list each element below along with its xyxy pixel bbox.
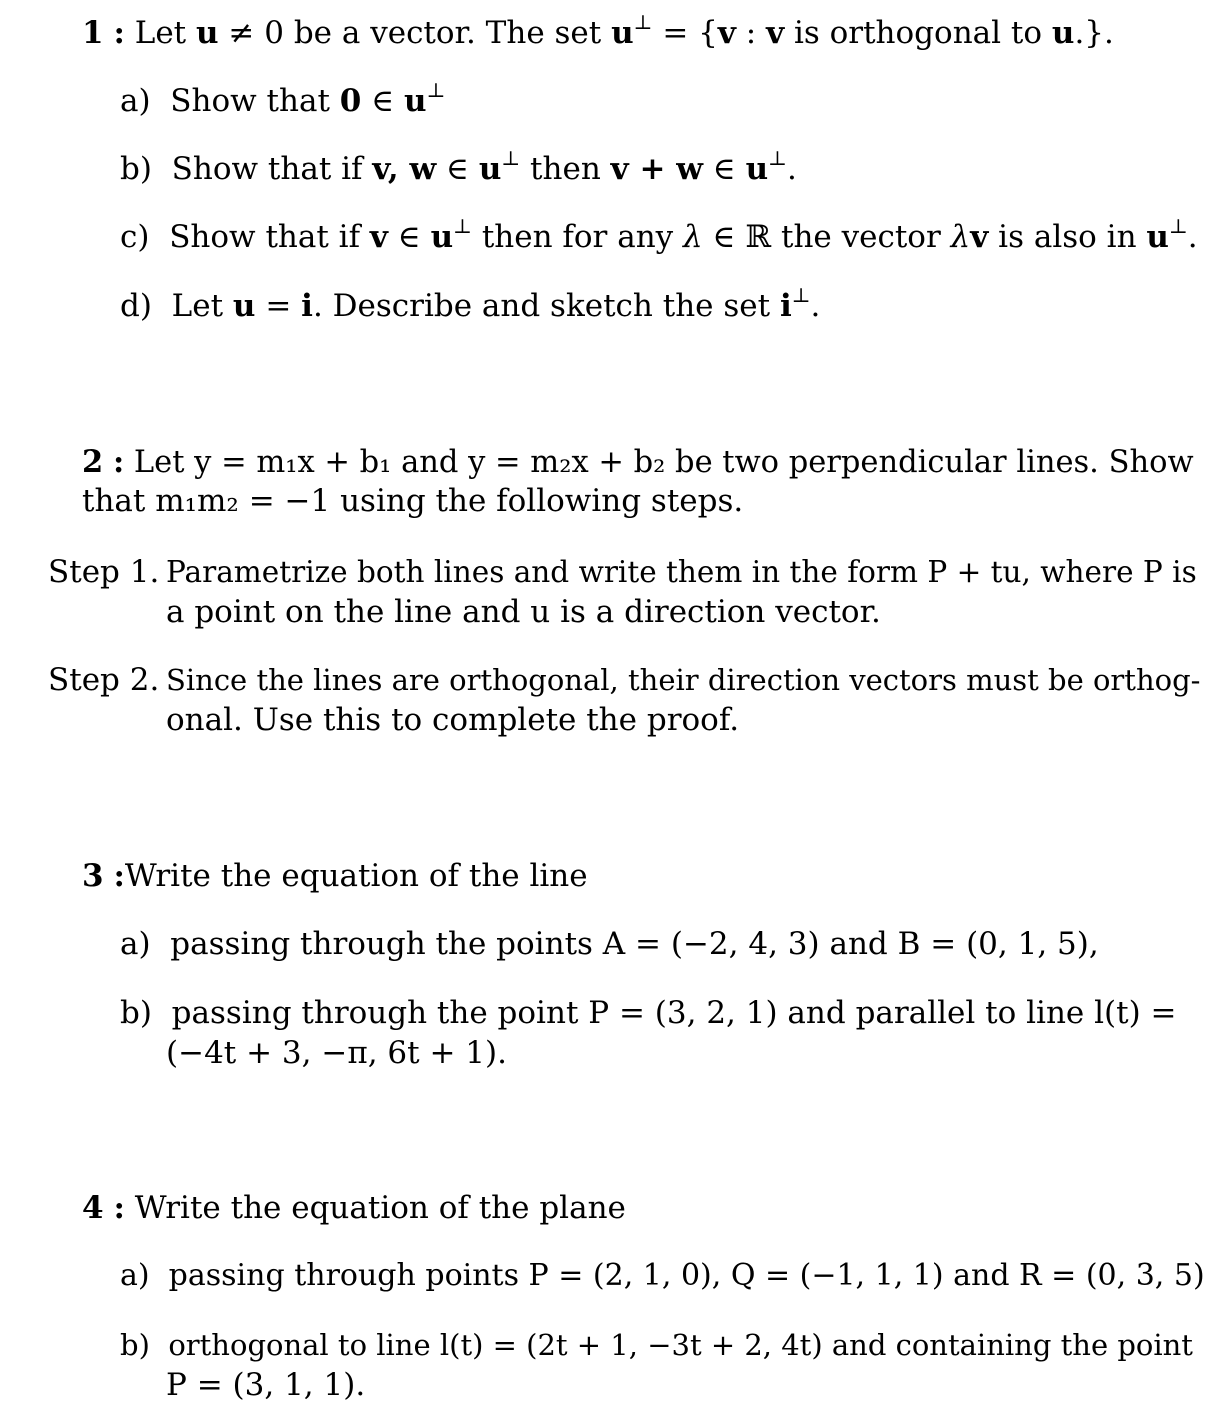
- step-1-text-line-2: a point on the line and u is a direction vector.: [166, 594, 881, 630]
- item-label: a): [120, 1258, 150, 1293]
- problem-1-item-d: d) Let u = i. Describe and sketch the set i⊥.: [120, 283, 821, 324]
- problem-4-number: 4: [82, 1190, 104, 1226]
- problem-1-item-b: b) Show that if v, w ∈ u⊥ then v + w ∈ u⊥.: [120, 146, 797, 187]
- item-label: a): [120, 83, 151, 119]
- problem-3-item-a: a) passing through the points A = (−2, 4, 3) and B = (0, 1, 5),: [120, 926, 1099, 962]
- item-label: d): [120, 288, 152, 324]
- problem-3-item-b-line-1: b) passing through the point P = (3, 2, 1) and parallel to line l(t) =: [120, 995, 1177, 1031]
- item-label: a): [120, 926, 151, 962]
- problem-2-line-1: 2 : Let y = m₁x + b₁ and y = m₂x + b₂ be two perpendicular lines. Show: [82, 444, 1194, 480]
- problem-3-number: 3: [82, 858, 104, 894]
- problem-1-statement: 1 : Let u ≠ 0 be a vector. The set u⊥ = {v : v is orthogonal to u.}.: [82, 10, 1114, 51]
- step-2-text-line-2: onal. Use this to complete the proof.: [166, 702, 740, 738]
- problem-4-statement: 4 : Write the equation of the plane: [82, 1190, 626, 1226]
- problem-4-item-b-line-2: P = (3, 1, 1).: [166, 1367, 366, 1403]
- problem-1-number: 1: [82, 15, 104, 51]
- item-label: c): [120, 219, 150, 255]
- problem-1-item-a: a) Show that 0 ∈ u⊥: [120, 78, 446, 119]
- item-label: b): [120, 151, 152, 187]
- step-2-label: Step 2.: [48, 662, 160, 698]
- problem-3-item-b-line-2: (−4t + 3, −π, 6t + 1).: [166, 1035, 507, 1071]
- problem-2-line-2: that m₁m₂ = −1 using the following steps.: [82, 483, 744, 519]
- problem-4-item-b-line-1: b) orthogonal to line l(t) = (2t + 1, −3t + 2, 4t) and containing the point: [120, 1328, 1193, 1362]
- item-label: b): [120, 995, 152, 1031]
- step-1-text-line-1: Parametrize both lines and write them in the form P + tu, where P is: [166, 555, 1197, 589]
- step-1-label: Step 1.: [48, 554, 160, 590]
- problem-1-item-c: c) Show that if v ∈ u⊥ then for any λ ∈ ℝ the vector λv is also in u⊥.: [120, 214, 1198, 255]
- problem-2-number: 2: [82, 444, 104, 480]
- item-label: b): [120, 1328, 150, 1362]
- problem-4-item-a: a) passing through points P = (2, 1, 0), Q = (−1, 1, 1) and R = (0, 3, 5): [120, 1258, 1205, 1293]
- step-2-text-line-1: Since the lines are orthogonal, their direction vectors must be orthog-: [166, 663, 1201, 697]
- problem-3-statement: 3 :Write the equation of the line: [82, 858, 588, 894]
